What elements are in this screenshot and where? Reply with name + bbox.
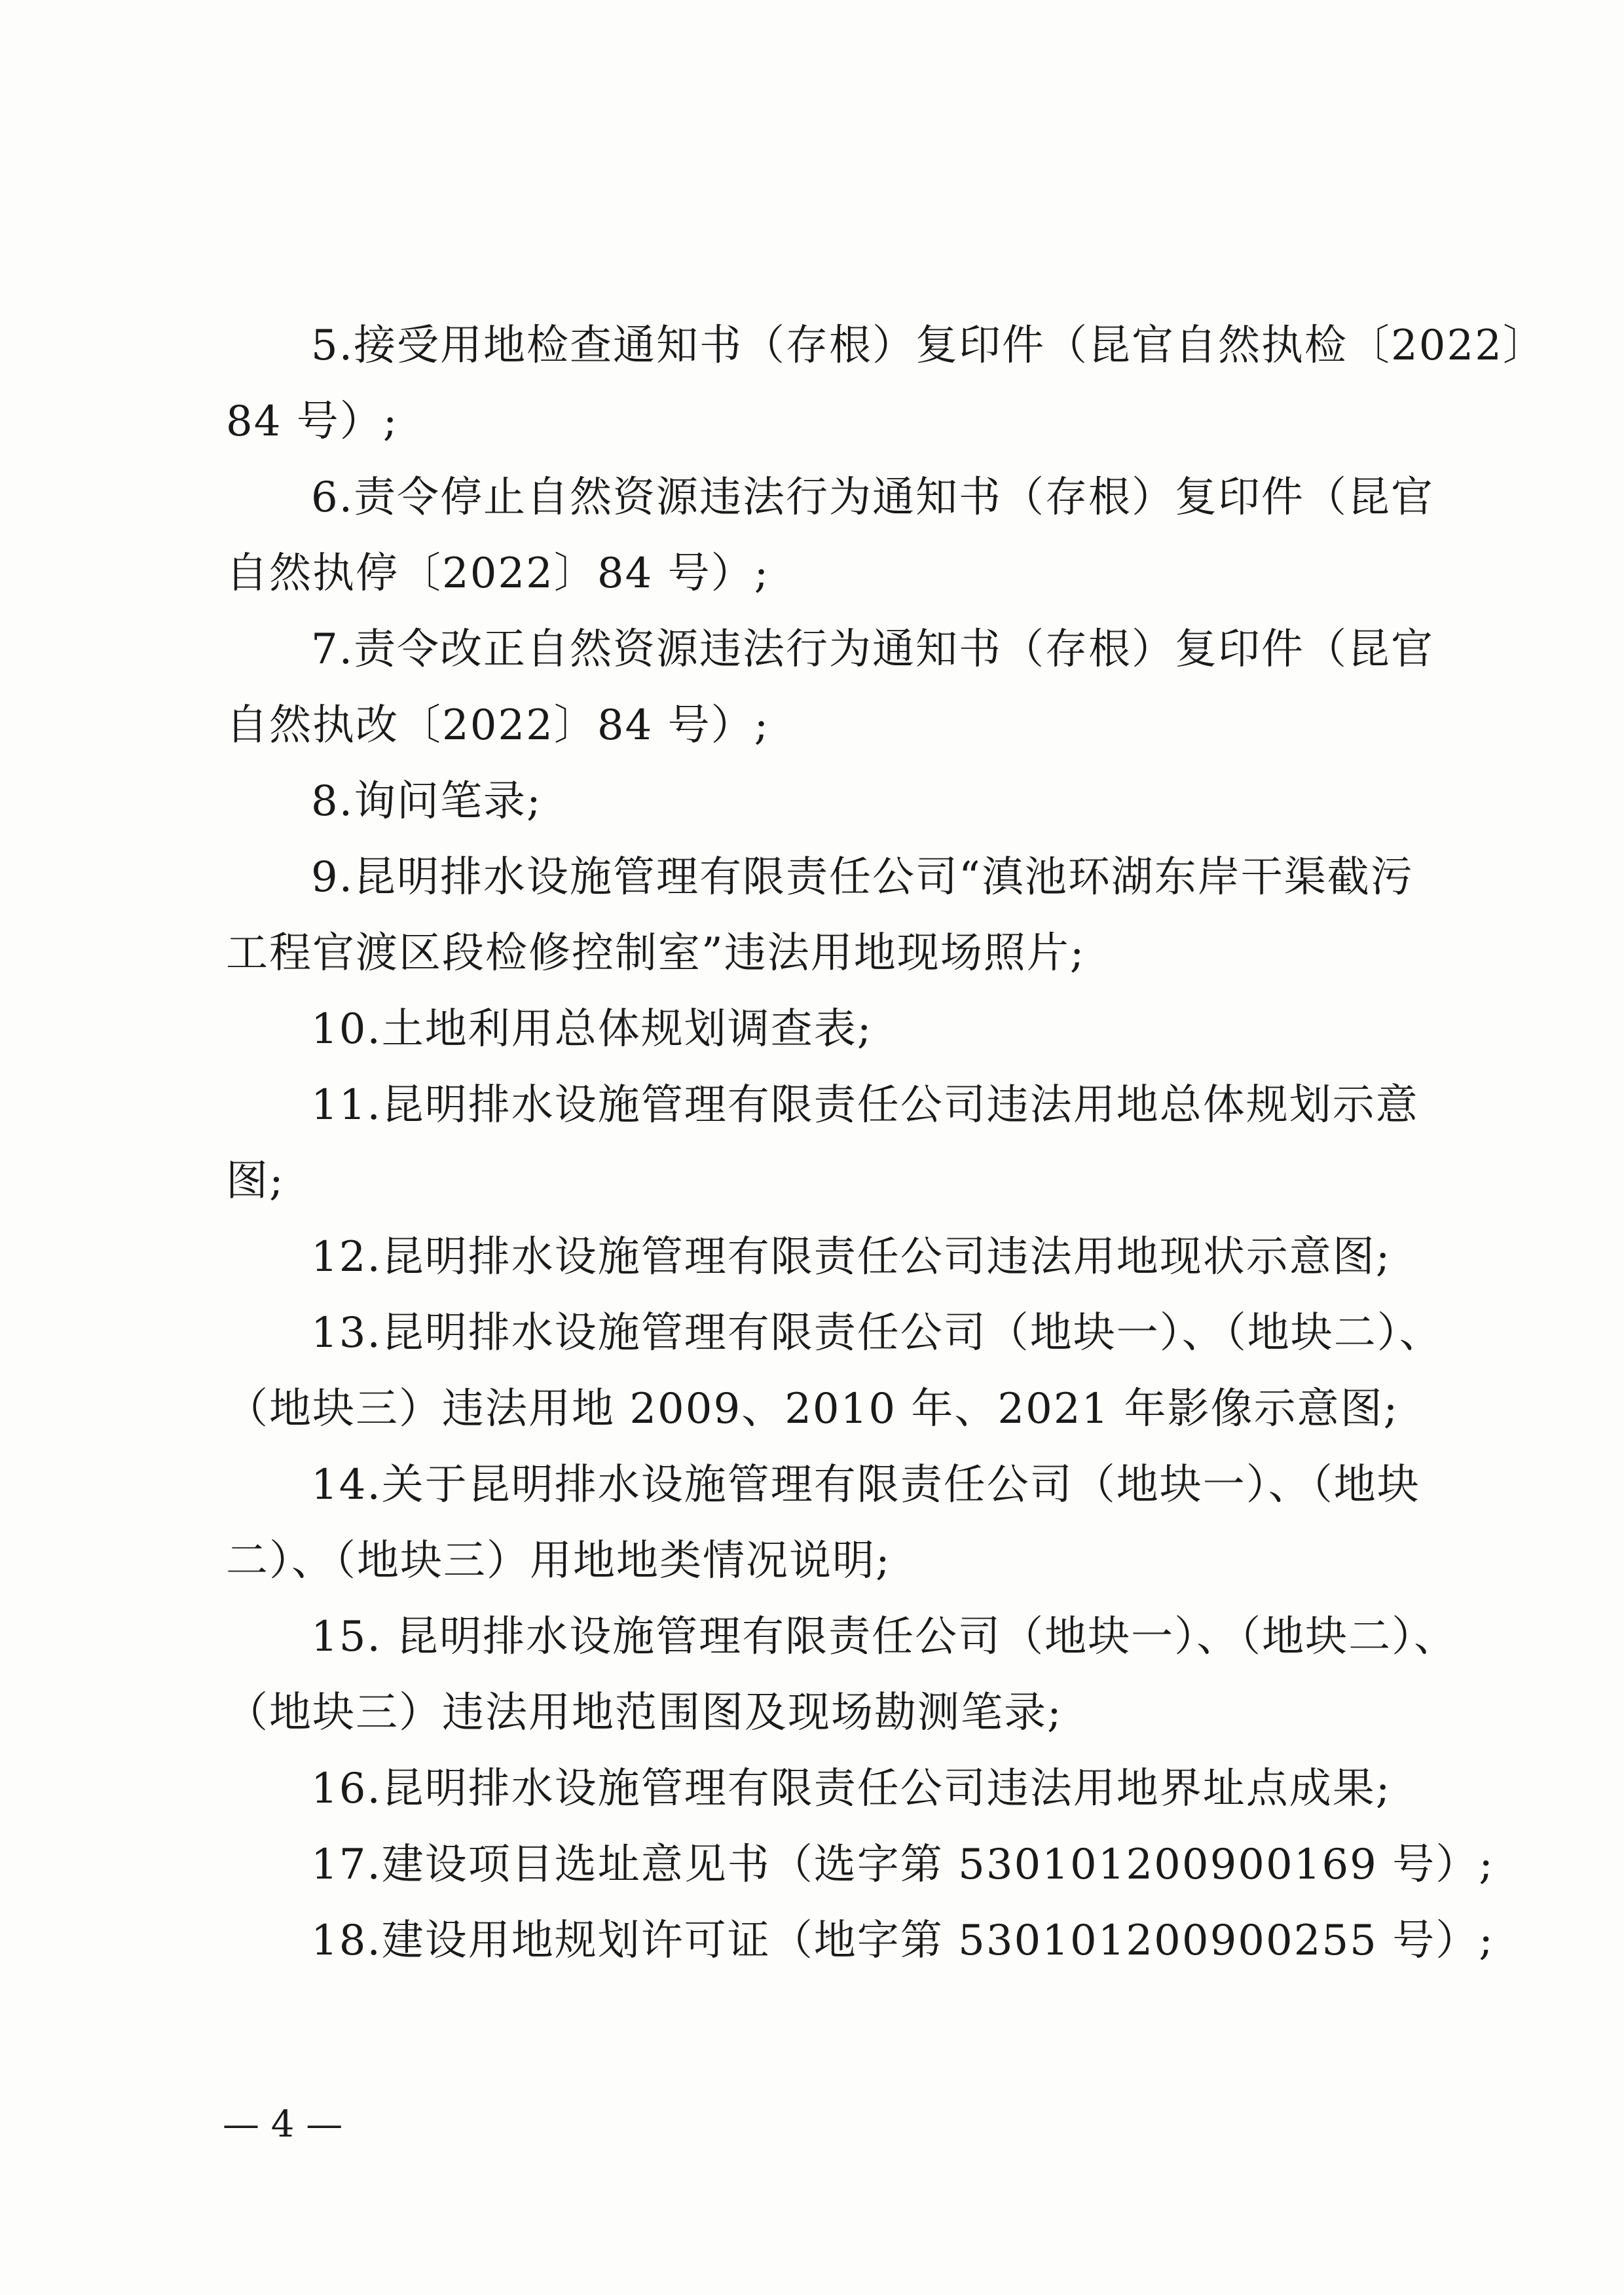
list-item-17: 17.建设项目选址意见书（选字第 530101200900169 号）; xyxy=(311,1841,1494,1889)
list-item-16: 16.昆明排水设施管理有限责任公司违法用地界址点成果; xyxy=(311,1765,1392,1813)
list-item-15: 15. 昆明排水设施管理有限责任公司（地块一）、（地块二）、 xyxy=(311,1613,1458,1661)
list-item-5: 5.接受用地检查通知书（存根）复印件（昆官自然执检〔2022〕 xyxy=(311,321,1546,370)
list-item-18: 18.建设用地规划许可证（地字第 530101200900255 号）; xyxy=(311,1917,1494,1965)
document-body xyxy=(226,308,1546,1979)
list-item-5-continued: 84 号）; xyxy=(226,397,399,446)
page-number: — 4 — xyxy=(223,2103,343,2146)
list-item-9-continued: 工程官渡区段检修控制室”违法用地现场照片; xyxy=(226,929,1086,978)
list-item-6-continued: 自然执停〔2022〕84 号）; xyxy=(226,549,770,598)
list-item-6: 6.责令停止自然资源违法行为通知书（存根）复印件（昆官 xyxy=(311,473,1435,522)
list-item-8: 8.询问笔录; xyxy=(311,777,542,826)
list-item-13-continued: （地块三）违法用地 2009、2010 年、2021 年影像示意图; xyxy=(226,1385,1399,1433)
list-item-14: 14.关于昆明排水设施管理有限责任公司（地块一）、（地块 xyxy=(311,1461,1420,1509)
list-item-7: 7.责令改正自然资源违法行为通知书（存根）复印件（昆官 xyxy=(311,625,1435,674)
list-item-14-continued: 二）、（地块三）用地地类情况说明; xyxy=(226,1537,891,1585)
list-item-12: 12.昆明排水设施管理有限责任公司违法用地现状示意图; xyxy=(311,1233,1392,1281)
list-item-10: 10.土地利用总体规划调查表; xyxy=(311,1005,873,1054)
list-item-11: 11.昆明排水设施管理有限责任公司违法用地总体规划示意 xyxy=(311,1081,1419,1129)
list-item-7-continued: 自然执改〔2022〕84 号）; xyxy=(226,701,770,750)
list-item-15-continued: （地块三）违法用地范围图及现场勘测笔录; xyxy=(226,1689,1063,1737)
list-item-11-continued: 图; xyxy=(226,1157,285,1205)
list-item-13: 13.昆明排水设施管理有限责任公司（地块一）、（地块二）、 xyxy=(311,1309,1443,1357)
list-item-9: 9.昆明排水设施管理有限责任公司“滇池环湖东岸干渠截污 xyxy=(311,853,1414,902)
